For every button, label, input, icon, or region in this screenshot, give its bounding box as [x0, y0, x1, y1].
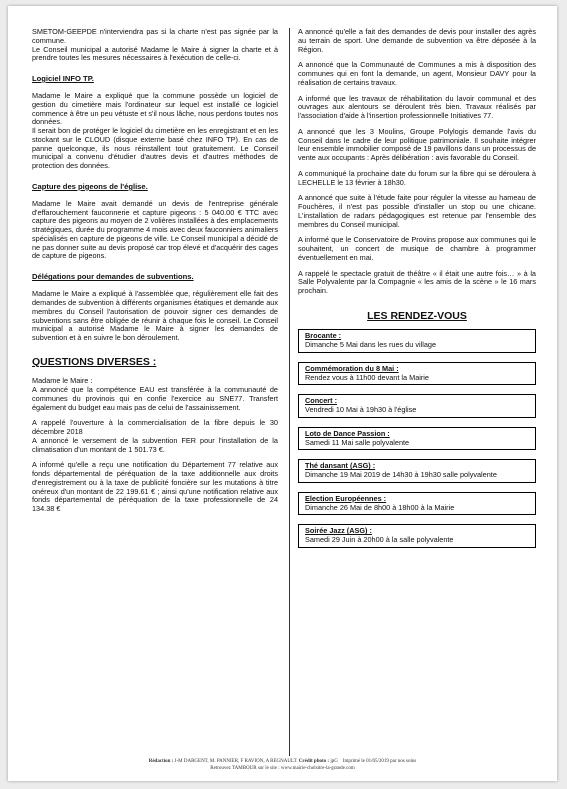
question-paragraph	[32, 377, 278, 412]
text-line: A annoncé que la Communauté de Communes a mis à disposition des communes qui en font la demande, un agent, Monsieur DAVY pour la réalisation de certains travaux.	[298, 60, 536, 87]
announcement-paragraph	[298, 28, 536, 54]
questions-heading: QUESTIONS DIVERSES :	[32, 355, 157, 368]
sections-block	[32, 74, 278, 343]
text-line: Madame le Maire :	[32, 376, 93, 386]
text-line: A annoncé que la compétence EAU est transférée à la communauté de communes du provinois qui en confie l'exercice au SNE77. Transfert également du budget eau mais pas de celui de l'assainissement.	[32, 385, 278, 412]
text-line: A rappelé l'ouverture à la commercialisation de la fibre depuis le 30 décembre 2018	[32, 418, 278, 437]
announcement-paragraph	[298, 170, 536, 188]
section-heading: Capture des pigeons de l'église.	[32, 181, 148, 191]
section-body	[32, 290, 278, 343]
text-line: Madame le Maire a expliqué à l'assemblée que, régulièrement elle fait des demandes de subvention à différents organismes étatiques et demande aux membres du Conseil l'autorisation de pouvoir signer ces demandes de subventions sans être obligée de réunir à chaque fois le conseil. Le Conseil municipal a autorisé Madame le Maire à signer les demandes de subvention et à en suivre le bon déroulement.	[32, 289, 278, 343]
question-paragraph	[32, 419, 278, 454]
printed-note: Imprimé le 01/05/2019 par nos soins	[342, 759, 417, 764]
event-detail: Dimanche 19 Mai 2019 de 14h30 à 19h30 salle polyvalente	[305, 470, 497, 480]
photo-label: Crédit photo :	[298, 759, 330, 764]
announcement-paragraph	[298, 194, 536, 229]
event-box	[298, 427, 536, 451]
event-detail: Rendez vous à 11h00 devant la Mairie	[305, 372, 429, 382]
right-column	[298, 28, 536, 557]
event-box	[298, 459, 536, 483]
text-line: SMETOM-GEEPDE n'interviendra pas si la charte n'est pas signée par la commune.	[32, 27, 278, 45]
text-line: A annoncé qu'elle a fait des demandes de devis pour installer des agrès au terrain de sport. Une demande de subvention va être déposée à la Région.	[298, 27, 536, 54]
event-box	[298, 329, 536, 353]
text-line: A informé qu'elle a reçu une notification du Département 77 relative aux fonds départemental de péréquation de la taxe additionnelle aux droits d'enregistrement ou à la taxe de publicité foncière sur les mutations à titre onéreux d'un montant de 22 199.61 € ; ainsi qu'une notification relative aux fonds départemental de péréquation de la taxe professionnelle de 24 134.38 €	[32, 460, 278, 514]
question-paragraph	[32, 461, 278, 514]
left-column	[32, 28, 278, 521]
section-paragraph	[32, 290, 278, 343]
event-title: Soirée Jazz (ASG) :	[305, 526, 372, 536]
text-line: A informé que le Conservatoire de Provins propose aux communes qui le souhaitent, un concert de musique de chambre à programmer éventuellement en mai.	[298, 235, 536, 262]
column-divider	[289, 28, 290, 756]
announcement-paragraph	[298, 270, 536, 296]
event-title: Election Européennes :	[305, 493, 387, 503]
section-heading: Logiciel INFO TP.	[32, 74, 94, 83]
rendezvous-list	[298, 329, 536, 548]
event-box	[298, 362, 536, 386]
redaction-names: J-M DARGENT, M. PANNIER, F RAVION, A REGNAULT.	[174, 759, 298, 764]
rendezvous-title: LES RENDEZ-VOUS	[367, 309, 467, 322]
text-line: A communiqué la prochaine date du forum sur la fibre qui se déroulera à LECHELLE le 13 février à 18h30.	[298, 168, 536, 187]
intro-block	[32, 28, 278, 63]
footer-credits	[8, 759, 557, 766]
event-title: Loto de Dance Passion :	[305, 428, 390, 438]
event-detail: Samedi 29 Juin à 20h00 à la salle polyvalente	[305, 535, 454, 545]
text-line: Madame le Maire avait demandé un devis de l'entreprise générale d'effarouchement fauconnerie et capture pigeons : 5 040.00 € TTC avec capture des pigeons au moyen de 2 volières installées à des emplacements stratégiques, durée du programme 4 mois avec deux fauconniers animaliers spécialisés en capture de pigeons de ville. Le Conseil municipal a décidé de ne pas donner suite au devis proposé car trop élevé et d'acquérir des cages de capture de pigeons.	[32, 198, 278, 261]
event-box	[298, 524, 536, 548]
text-line: A annoncé que les 3 Moulins, Groupe Polylogis demande l'avis du Conseil dans le cadre de leur politique patrimoniale. Il souhaite intégrer leur ensemble immobilier composé de 19 pavillons dans un processus de vente aux occupants : Après délibération : avis favorable du Conseil.	[298, 126, 536, 162]
announcements-block	[298, 28, 536, 296]
footer-website: Retrouvez TAMBOUR sur le site : www.mairie-cholsitre-la-grande.com	[210, 765, 355, 771]
text-line: Il serait bon de protéger le logiciel du cimetière en les enregistrant et en les stockant sur le CLOUD (disque externe basé chez INFO TP). En cas de panne quelconque, ils nous réinstallent tout gratuitement. Le Conseil municipal a convenu d'étudier d'autres devis et d'autres méthodes de protection des données.	[32, 126, 278, 171]
footer	[8, 759, 557, 773]
event-detail: Vendredi 10 Mai à 19h30 à l'église	[305, 405, 417, 415]
section-body	[32, 92, 278, 171]
event-title: Concert :	[305, 396, 338, 406]
event-title: Commémoration du 8 Mai :	[305, 363, 399, 373]
text-line: A annoncé que suite à l'étude faite pour réguler la vitesse au hameau de Fouchères, il n'est pas possible d'installer un stop ou une chicane. L'installation de radars pédagogiques est retenue par l'ensemble des membres du Conseil municipal.	[298, 193, 536, 229]
announcement-paragraph	[298, 95, 536, 121]
section-body	[32, 200, 278, 261]
newsletter-page	[8, 6, 557, 781]
announcement-paragraph	[298, 61, 536, 87]
event-box	[298, 394, 536, 418]
event-title: Brocante :	[305, 331, 342, 341]
event-box	[298, 492, 536, 516]
intro-paragraph	[32, 28, 278, 63]
section-paragraph	[32, 92, 278, 171]
event-title: Thé dansant (ASG) :	[305, 461, 376, 471]
questions-block	[32, 377, 278, 514]
text-line: A rappelé le spectacle gratuit de théâtre « il était une autre fois… » à la Salle Polyvalente par la Compagnie « les amis de la scène » le 16 mars prochain.	[298, 268, 536, 295]
event-detail: Samedi 11 Mai salle polyvalente	[305, 437, 410, 447]
announcement-paragraph	[298, 128, 536, 163]
section-paragraph	[32, 200, 278, 261]
redaction-label: Rédaction :	[148, 759, 174, 764]
section-heading: Délégations pour demandes de subventions.	[32, 272, 194, 282]
event-detail: Dimanche 5 Mai dans les rues du village	[305, 340, 437, 350]
text-line: A annoncé le versement de la subvention FER pour l'installation de la climatisation d'un montant de 1 501.73 €.	[32, 435, 278, 454]
text-line: Madame le Maire a expliqué que la commune possède un logiciel de gestion du cimetière mais l'ordinateur sur lequel est installé ce logiciel commence à être un peu vétuste et s'il nous lâche, nous perdons toutes nos données.	[32, 91, 278, 127]
text-line: A informé que les travaux de réhabilitation du lavoir communal et des ouvrages aux alentours se déroulent très bien. Travaux réalisés par l'association d'aide à l'insertion professionnelle Initiatives 77.	[298, 93, 536, 120]
text-line: Le Conseil municipal a autorisé Madame le Maire à signer la charte et à prendre toutes les mesures nécessaires à l'exécution de celle-ci.	[32, 44, 278, 63]
event-detail: Dimanche 26 Mai de 8h00 à 18h00 à la Mairie	[305, 502, 455, 512]
announcement-paragraph	[298, 236, 536, 262]
photo-value: jpG	[330, 759, 338, 764]
